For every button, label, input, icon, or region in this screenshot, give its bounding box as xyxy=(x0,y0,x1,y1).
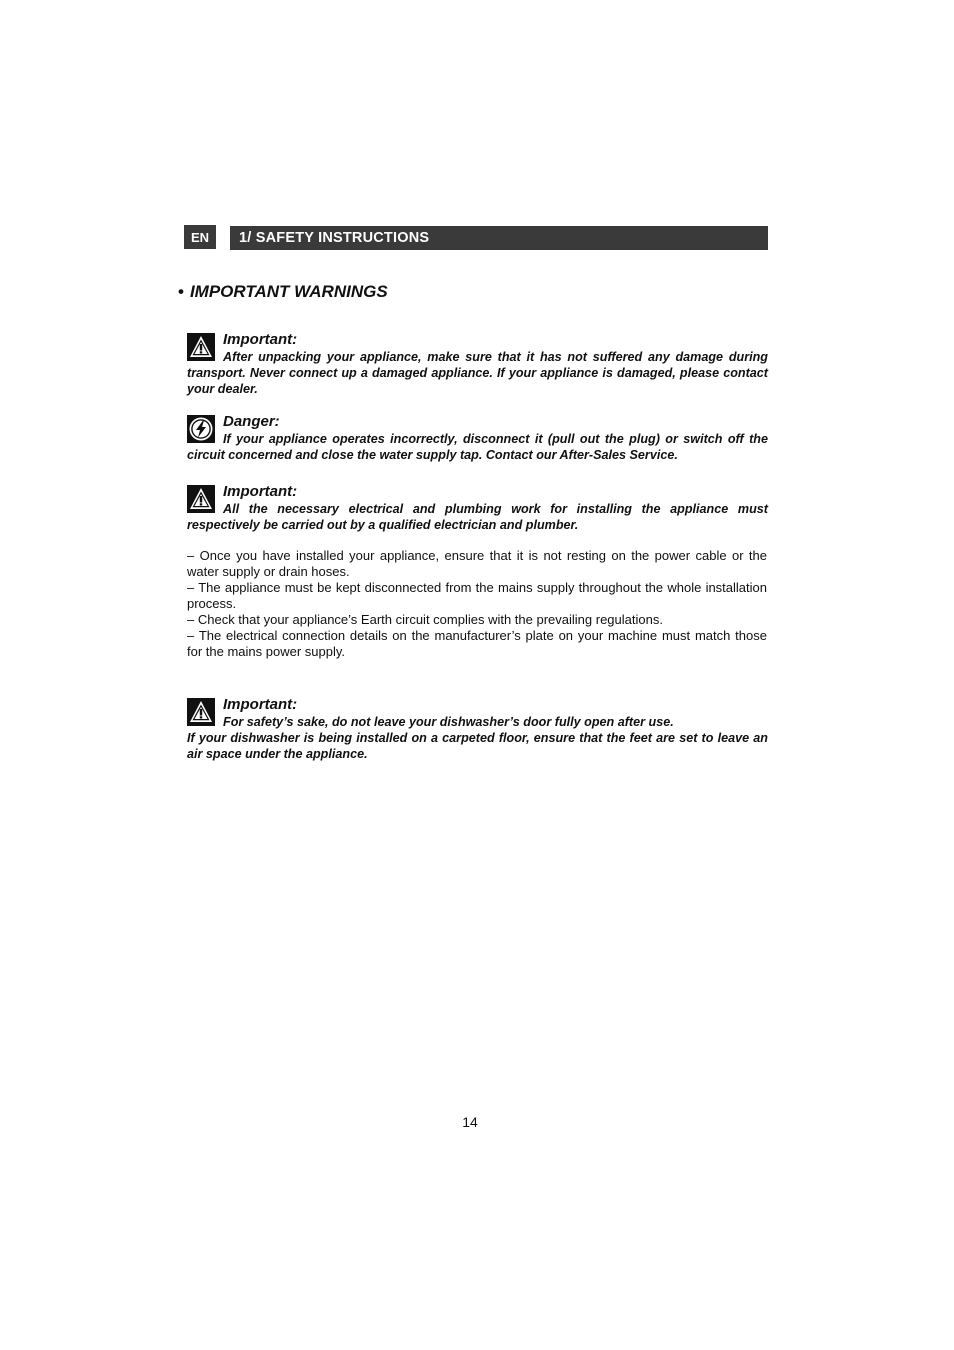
warning-title: Important: xyxy=(223,483,298,500)
warning-title: Important: xyxy=(223,331,298,348)
warning-triangle-icon xyxy=(187,333,215,361)
bullet: • xyxy=(178,282,184,301)
section-title-bar xyxy=(230,226,768,250)
warning-block-4 xyxy=(187,696,768,762)
instruction-item: – The appliance must be kept disconnected from the mains supply throughout the whole installation process. xyxy=(187,580,767,611)
warning-triangle-icon xyxy=(187,698,215,726)
page-number: 14 xyxy=(462,1114,478,1130)
installation-instructions xyxy=(187,548,767,660)
page-heading xyxy=(178,282,388,302)
electrical-danger-icon xyxy=(187,415,215,443)
warning-block-1 xyxy=(187,331,768,397)
warning-text: After unpacking your appliance, make sure that it has not suffered any damage during transport. Never connect up a damaged appliance. If your appliance is damaged, please contact your dealer. xyxy=(187,350,768,396)
warning-title: Important: xyxy=(223,696,298,713)
warning-text: For safety’s sake, do not leave your dishwasher’s door fully open after use. xyxy=(223,715,674,729)
instruction-item: – Check that your appliance’s Earth circuit complies with the prevailing regulations. xyxy=(187,612,663,627)
language-tab: EN xyxy=(184,225,216,249)
section-title: 1/ SAFETY INSTRUCTIONS xyxy=(239,230,430,246)
warning-title: Danger: xyxy=(223,413,280,430)
warning-block-3 xyxy=(187,483,768,533)
warning-block-2 xyxy=(187,413,768,463)
warning-triangle-icon xyxy=(187,485,215,513)
heading-text: IMPORTANT WARNINGS xyxy=(189,282,388,301)
warning-text-secondary: If your dishwasher is being installed on a carpeted floor, ensure that the feet are set to leave an air space under the appliance. xyxy=(187,731,768,761)
instruction-item: – Once you have installed your appliance, ensure that it is not resting on the power cable or the water supply or drain hoses. xyxy=(187,548,767,579)
warning-text: All the necessary electrical and plumbing work for installing the appliance must respectively be carried out by a qualified electrician and plumber. xyxy=(187,502,768,532)
instruction-item: – The electrical connection details on the manufacturer’s plate on your machine must match those for the mains power supply. xyxy=(187,628,767,659)
warning-text: If your appliance operates incorrectly, disconnect it (pull out the plug) or switch off the circuit concerned and close the water supply tap. Contact our After-Sales Service. xyxy=(187,432,768,462)
